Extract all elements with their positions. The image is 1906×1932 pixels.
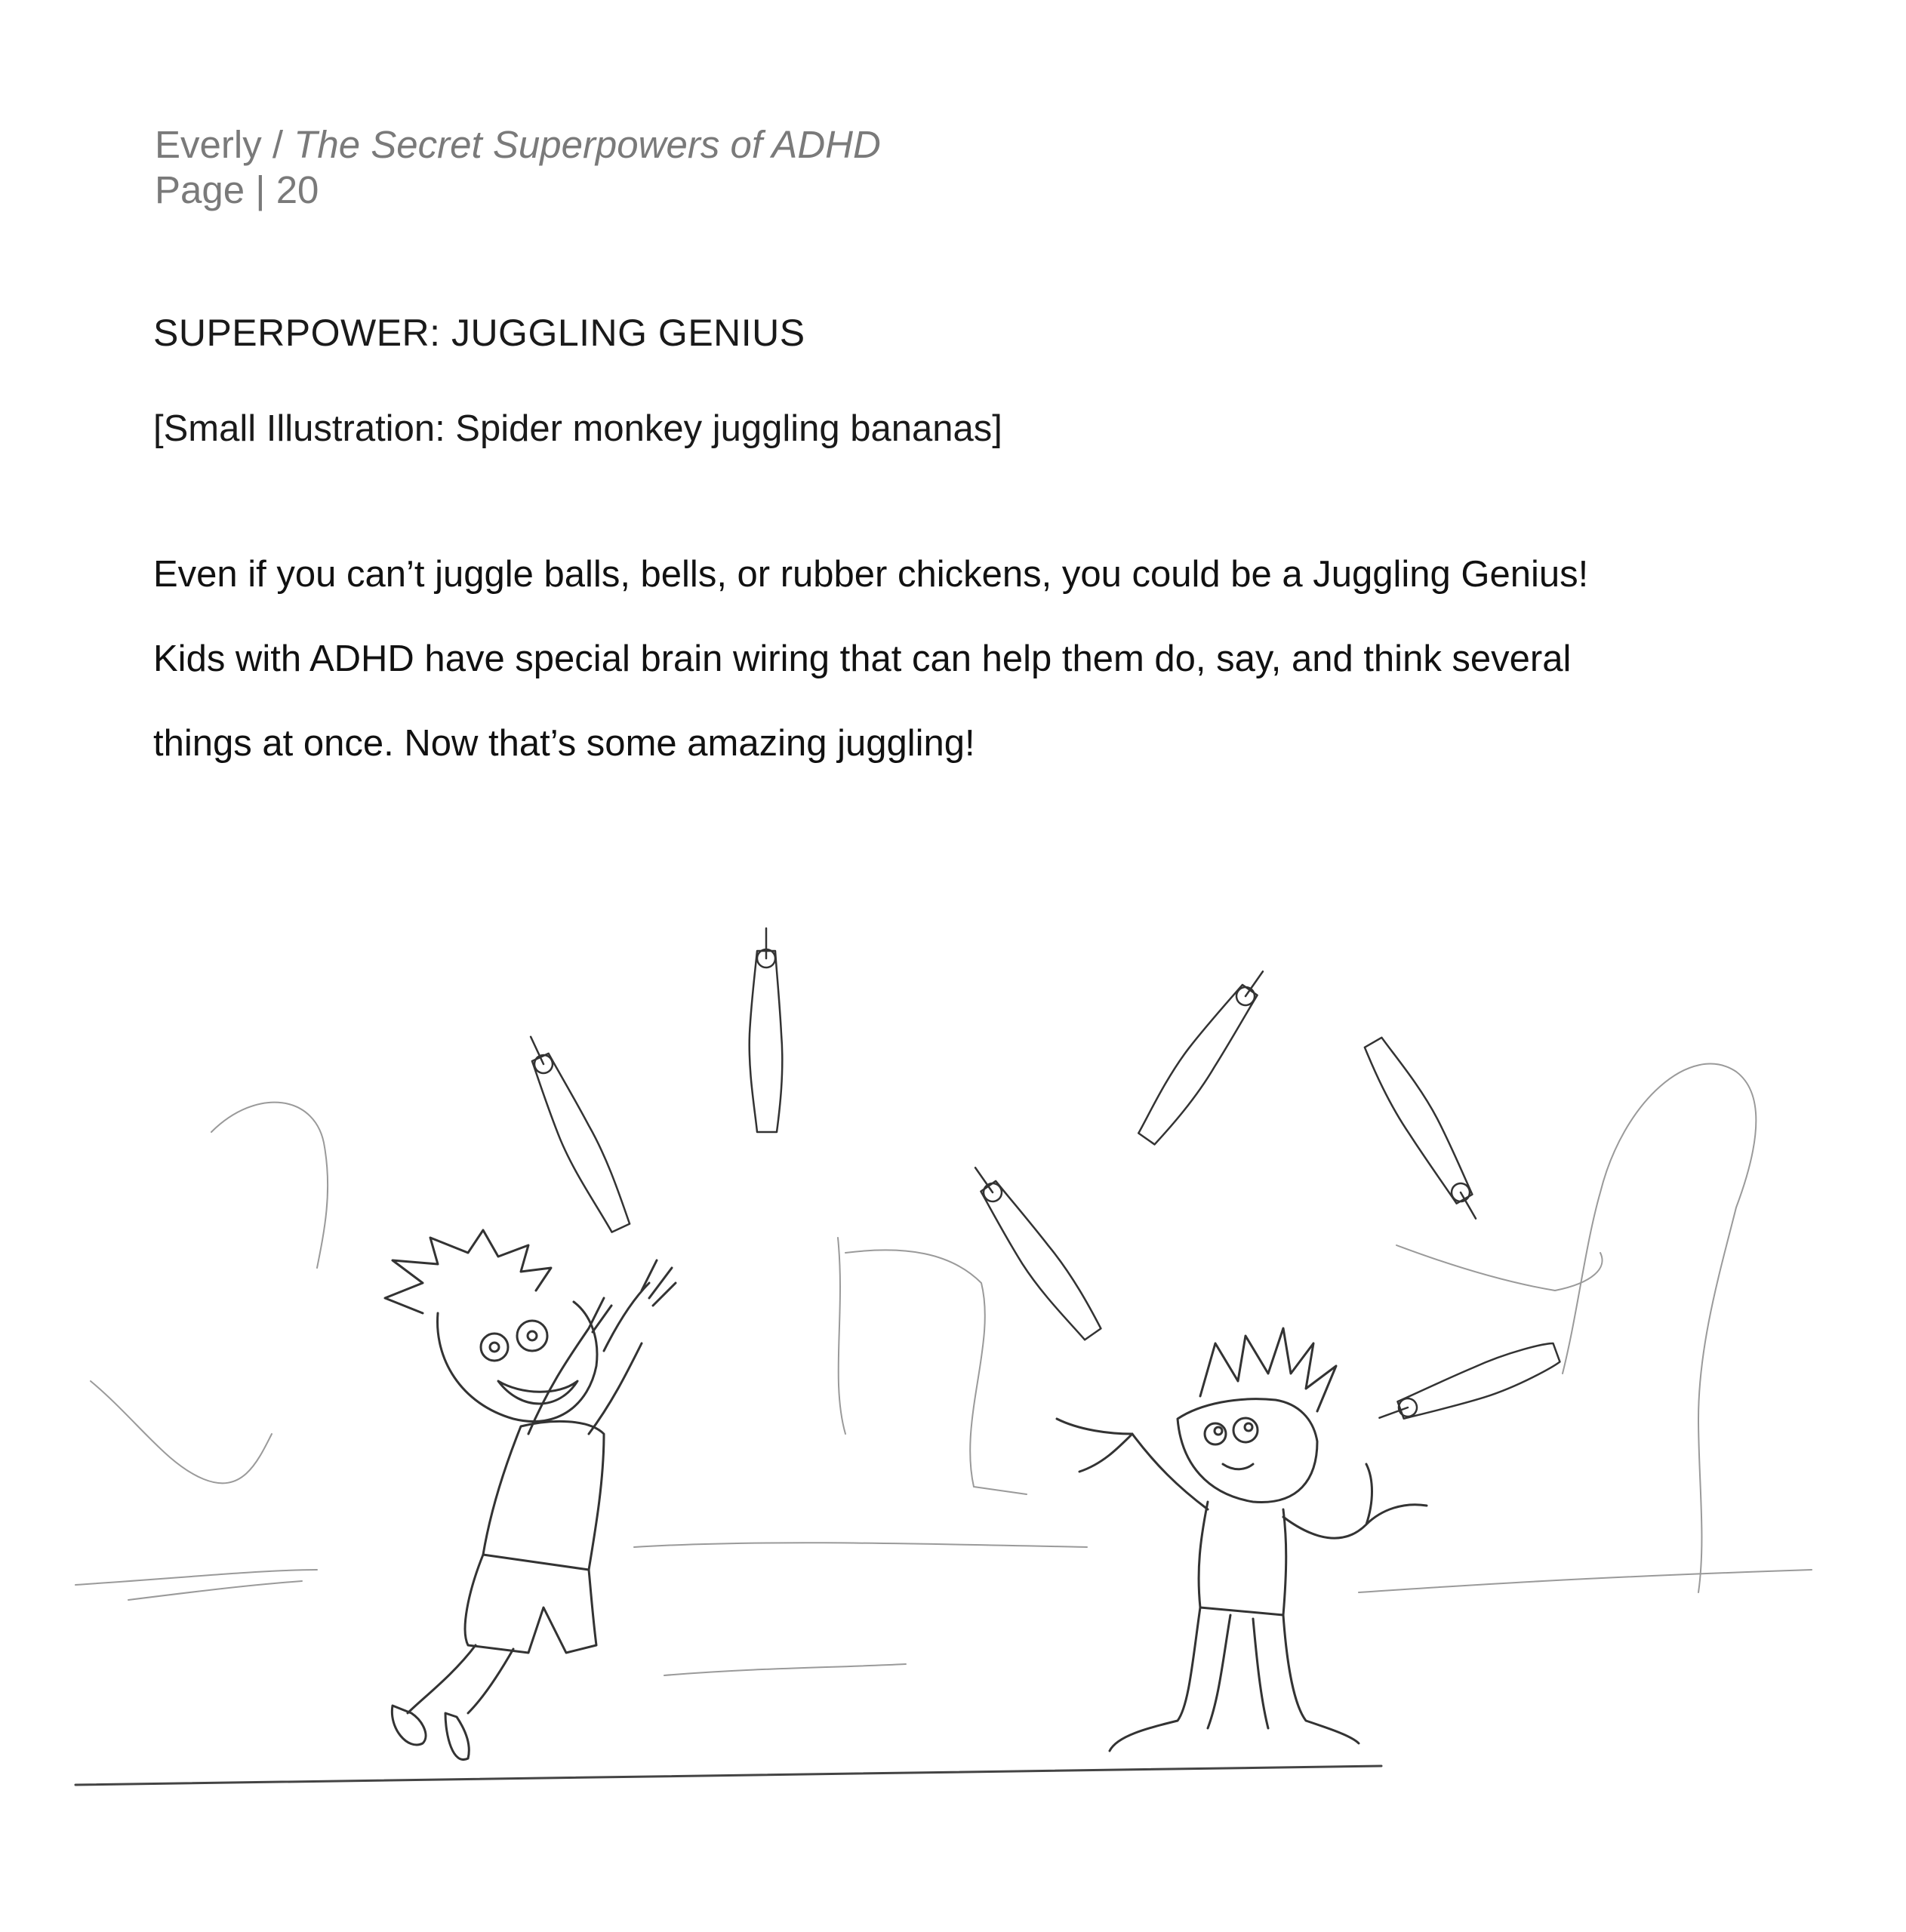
section-heading: SUPERPOWER: JUGGLING GENIUS [153, 312, 805, 354]
header-separator: / [261, 123, 294, 166]
body-line-1: Even if you can’t juggle balls, bells, or rubber chickens, you could be a Juggling Genius! [153, 554, 1589, 595]
rubber-chickens [516, 928, 1563, 1434]
header-page-number: Page | 20 [155, 168, 319, 211]
juggling-kids-sketch [0, 891, 1906, 1834]
jumping-kid [385, 1230, 676, 1760]
header-author: Everly [155, 123, 262, 166]
illustration-note: [Small Illustration: Spider monkey juggling bananas] [153, 408, 1002, 449]
background-scenery [75, 1064, 1812, 1675]
running-header [155, 122, 881, 213]
header-line-1 [155, 122, 881, 168]
body-paragraph [153, 532, 1776, 786]
body-line-2: Kids with ADHD have special brain wiring that can help them do, say, and think several [153, 638, 1572, 679]
body-line-3: things at once. Now that’s some amazing juggling! [153, 723, 975, 764]
standing-kid [1057, 1328, 1427, 1751]
ground-line [75, 1766, 1381, 1785]
sketch-illustration [0, 891, 1906, 1834]
header-book-title: The Secret Superpowers of ADHD [294, 123, 881, 166]
